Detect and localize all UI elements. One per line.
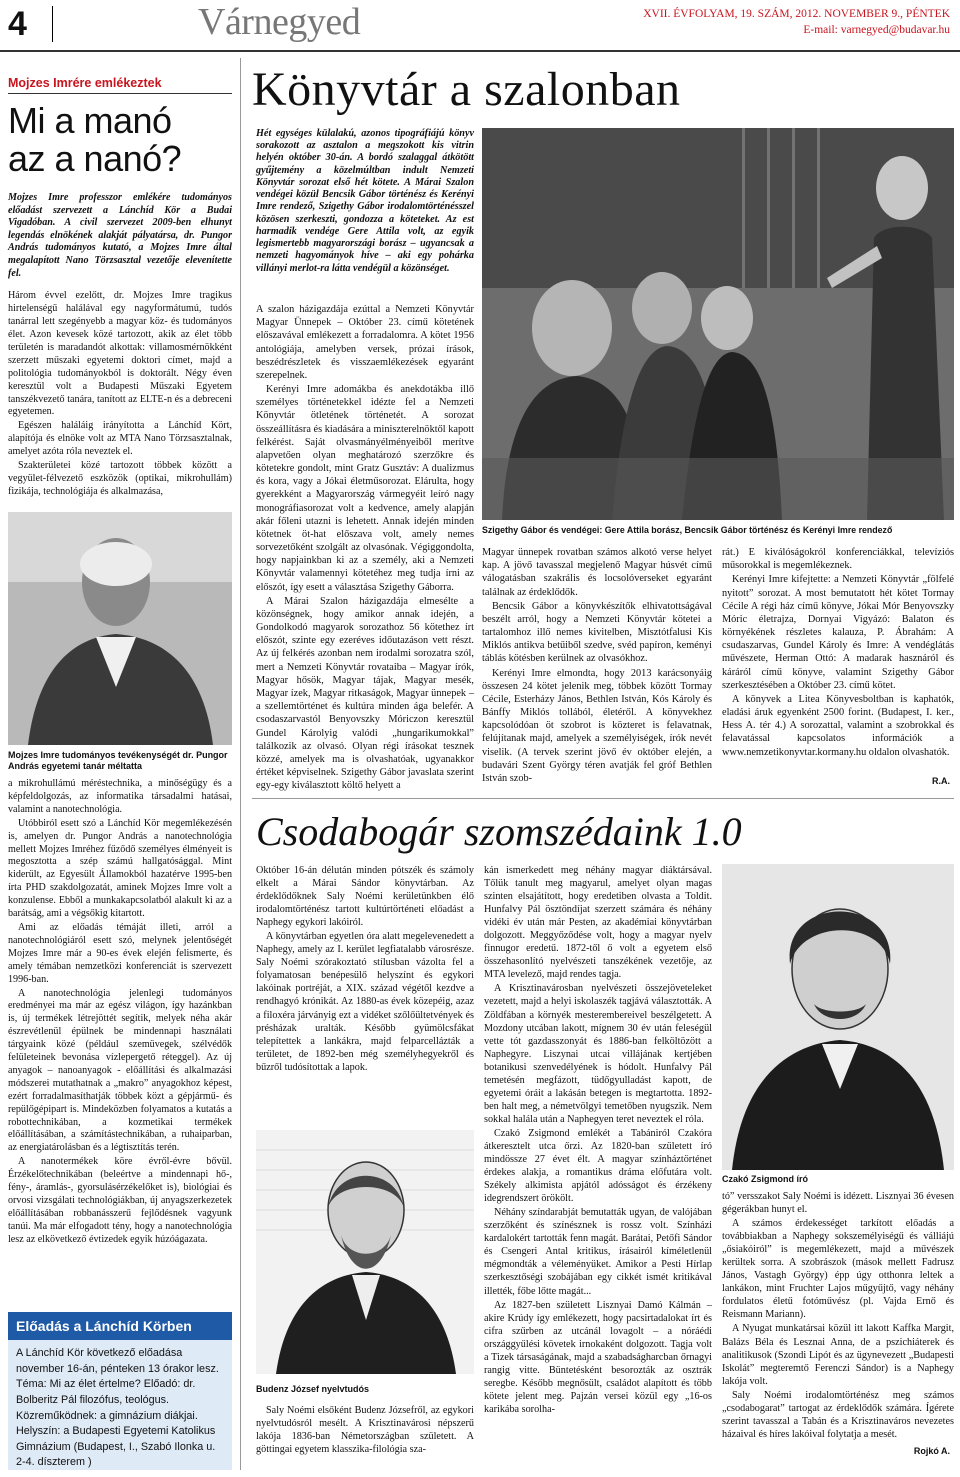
lead-text: Mojzes Imre professzor emlékére tudományos előadást szervezett a Lánchíd Kör a Budai Vigadóban. A civil szervezet 2009-ben elhunyt legendás elnökének alakját pályatársa, dr. Pungor András tudományos kutató, a Mojzes Imre által megalapított Nano Törzsasztal vezetője elevenítette fel.: [8, 192, 232, 279]
page-number: 4: [8, 5, 27, 43]
top-article-lead: Hét egységes külalakú, azonos tipográfiájú könyv sorakozott az asztalon a megszokott kis vitrin helyén október 30-án. A bordó szalaggal átkötött gyűjtemény a közelmúltban indult Nemzeti Könyvtár sorozat első hét kötete. A Márai Szalon vendégei közül Bencsik Gábor történész és Kerényi Imre rendező, Szigethy Gábor irodalomtörténésszel közösen szerkeszti, gondozza a köteteket. Az est harmadik vendége Gere Attila volt, az egyik legismertebb magyarországi borász – ugyancsak a nemzeti hagyományok híve – aki egy pohárka villányi merlot-ra látta vendégül a közönséget.: [256, 128, 474, 274]
email-line: E-mail: varnegyed@budavar.hu: [803, 24, 950, 36]
event-photo-caption: Szigethy Gábor és vendégei: Gere Attila borász, Bencsik Gábor történész és Kerényi Imre rendező: [482, 525, 893, 535]
paragraph: A Krisztinavárosban nyelvészeti összejöveteleket vezetett, majd a helyi iskolaszék tagjává választották. A Zöldfában a környék mesterembereivel beszélgetett. A Mozdony utcában lakott, mígnem 30 év után feleségül vette tót gazdasszonyát és 1886-ban felköltözött a Naphegyre. Liszynai utcai villájának kertjében botanikusi szenvedélyének is hódolt. Hunfalvy Pál temetésén megfázott, tüdőgyulladást kapott, de egyetemi óráit a lakásán betegen is megtartotta. 1892-ben halt meg, a németvölgyi temetőben nyugszik. Nem sokkal halála után a Naphegyen teret neveztek el róla.: [484, 983, 712, 1125]
bottom-col-3: [722, 1190, 954, 1442]
czako-illustration: [722, 864, 954, 1170]
paragraph: A számos érdekességet tarkított előadás a továbbiakban a Naphegy sokszemélyiségű és válliájú „ősiakóiról” is megemlékezett, majd a művészek kerültek sorra. A szobrászok (mások mellett Fadrusz János, Vastagh György) épp úgy otthonra leltek a lankákon, mint Fruchter Lajos műgyűjtő, vagy néhány fordulatos életű fotóművész (pl. Vajda Ernő és Reismann Mariann).: [722, 1218, 954, 1321]
title-line-1: Mi a manó: [8, 100, 172, 141]
event-photo-illustration: [482, 128, 954, 520]
paragraph: Egészen haláláig irányította a Lánchíd Kört, alapítója és elnöke volt az MTA Nano Törzsasztalnak, amelyet azóta róla neveztek el.: [8, 420, 232, 458]
paragraph: A Nyugat munkatársai közül itt lakott Kaffka Margit, Balázs Béla és Lesznai Anna, de a pszichiáterek és analitikusok (Szondi Lipót és az ügynevezett „Budapesti Iskolát” megteremtő Ferenczi Sándor) is a Naphegy lakója volt.: [722, 1323, 954, 1387]
issue-line: XVII. ÉVFOLYAM, 19. SZÁM, 2012. NOVEMBER 9., PÉNTEK: [643, 8, 950, 20]
column-divider: [240, 58, 241, 1470]
paragraph: A könyvek a Litea Könyvesboltban is kaphatók, eladási áruk egyenként 2500 forint. (Budapest, I. ker., Hess A. tér 4.) A sorozattal, valamint a szobrokkal és felavatással kapcsolatos információk a www.nemzetikonyvtar.kormany.hu oldalon olvashatók.: [722, 693, 954, 758]
event-photo: [482, 128, 954, 520]
kicker: Mojzes Imrére emlékeztek: [8, 58, 232, 94]
body-text-b: [8, 778, 232, 1248]
paragraph: Czakó Zsigmond emlékét a Tabániról Czakóra átkeresztelt utca őrzi. Az 1820-ban született író mindössze 27 évet élt. A magyar színháztörténet érdekes alakja, a romantikus dráma előfutára volt. Székely alkimista apjától adósságot és érzékeny idegrendszert örökölt.: [484, 1127, 712, 1205]
top-article-signature: R.A.: [932, 776, 950, 786]
budenz-portrait: [256, 1130, 474, 1374]
paragraph: Néhány színdarabját bemutatták ugyan, de valójában szerzőként és színésznek is rossz volt. Színházi kardalokért tartották fenn magát. Barátai, Petőfi Sándor és Csengeri Antal kritikus, írásairól kíméletlenül mégmondták a véleményüket. Amikor a Pesti Hírlap szerkesztőségi szobájában egy cikkét ismét kritikával illették, főbe lőtte magát...: [484, 1207, 712, 1297]
paragraph: Ami az előadás témáját illeti, arról a nanotechnológiáról esett szó, melynek jelentőségét Mojzes Imre már a 90-es évek elején felismerte, és amely témában nemzetközi konferenciát is szervezett 1996-ban.: [8, 921, 232, 985]
bottom-col-1: [256, 864, 474, 1075]
portrait-photo: [8, 512, 232, 745]
paragraph: Magyar ünnepek rovatban számos alkotó verse helyet kap. A jövő tavasszal megjelenő Magyar húsvét című válogatásban szakrális és locsolóverseket egyaránt találnak az érdeklődők.: [482, 547, 712, 598]
paragraph: A könyvtárban egyetlen óra alatt megelevenedett a Naphegy, amely az I. kerület legfiatalabb városrésze. Saly Noémi szórakoztató stílusban vázolta fel a folyamatosan benépesülő helyszínt és egykori lakóinak portréját, a XIX. század végétől kezdve a rendhagyó krónikát. Az 1880-as évek közepéig, azaz a filoxéra járványig ezt a vidéket szőlőültetvények és présházak uralták. Később gyümölcsfákat telepítettek a lankákra, majd felparcellázták a területet, de 1892-ben még személyhegyekről és bűzről tudósítottak a lapok.: [256, 931, 474, 1073]
top-article-title: Könyvtár a szalonban: [252, 63, 681, 116]
paragraph: kán ismerkedett meg néhány magyar diáktársával. Tőlük tanult meg magyarul, amelyet olyan magas szinten elsajátított, hogy eredetiben olvasta a Toldit. Hunfalvy Pál ösztöndíjat szerzett számára és néhány vidéki év után már Pesten, az akadémiai könyvtárban dolgozott. Meggyőződése volt, hogy a magyar nyelv finnugor eredetű. 1872-től ő volt a egyetem első összehasonlító nyelvészeti tanszékének vezetője, az MTA levelező, majd rendes tagja.: [484, 865, 712, 981]
portrait-illustration: [8, 512, 232, 745]
budenz-caption: Budenz József nyelvtudós: [256, 1384, 370, 1394]
info-box-text: A Lánchíd Kör következő előadása november 16-án, pénteken 13 órakor lesz. Téma: Mi az élet értelme? Előadó: dr. Bolberitz Pál filozófus, teológus. Közreműködnek: a gimnázium diákjai. Helyszín: a Budapesti Egyetemi Katolikus Gimnázium (Budapest, I., Szabó Ilonka u. 2-4. díszterem ): [16, 1347, 219, 1469]
paragraph: Kerényi Imre elmondta, hogy 2013 karácsonyáig összesen 24 kötet jelenik meg, többek között Tormay Cécile, Esterházy János, Bethlen István, Kós Károly és Bánffy Miklós tollából, életéről. A könyvekhez kapcsolódóan öt szobrot is közteret is felavatnak, felújítanak majd, amelyek a személyiségek, írók nevét viselik. (A tervek szerint jövő év október elején, a budavári Szent György téren avatják fel gróf Bethlen István szob-: [482, 667, 712, 784]
paragraph: Kerényi Imre adomákba és anekdotákba illő személyes történetekkel idézte fel a Nemzeti Könyvtár ötletének történetét. A sorozat összeállításra és kiadására a miniszterelnöktől kapott felkérést. Saját olvasmányélményeiből merítve alapvetően olyan meghatározó szerzőkre és kötetekre gondolt, mint Gratz Gusztáv: A dualizmus és kora, vagy a Jókai életműsorozat. Elárulta, hogy gyerekként a Magyarország vármegyéit leíró nagy monográfiasorozat volt a kedvence, amely alapján akár főleni utazni is lehetett. Annak idején minden kötetnek öt-hat előszava volt, amely nemes sorvezetőként szolgált az olvasónak. Végiggondolta, hogy napjainkban ki az a személy, aki a Nemzeti Könyvtár valamennyi kötetéhez meg tudja írni az előszót, így esett a választása Szigethy Gáborra.: [256, 384, 474, 593]
title-line-2: az a nanó?: [8, 138, 182, 179]
paragraph: Bencsik Gábor a könyvkészítők elhivatottságával beszélt arról, hogy a Nemzeti Könyvtár kötetei a tartalomhoz illő nemes kivitelben, Misztótfalusi Kis Miklós antikva betűiből szedve, svéd papíron, keményi táblás kötésben kerülnek az olvasókhoz.: [482, 600, 712, 665]
section-title: Várnegyed: [198, 1, 361, 43]
article-title: [8, 102, 232, 178]
page-number-divider: [52, 6, 53, 42]
paragraph: Október 16-án délután minden pótszék és számoly elkelt a Márai Sándor könyvtárban. Az érdeklődőknek Saly Noémi kerületünkben élő irodalomtörténész tartott kultúrtörténeti előadást a Naphegy egykori lakóiról.: [256, 865, 474, 929]
czako-portrait: [722, 864, 954, 1170]
bottom-article-title: Csodabogár szomszédaink 1.0: [256, 809, 742, 854]
paragraph: a mikrohullámú méréstechnika, a minőségügy és a képfeldolgozás, az informatika társadalmi hatásai, valamint a nanotechnológia.: [8, 778, 232, 815]
bottom-article-signature: Rojkó A.: [913, 1446, 950, 1456]
paragraph: Az 1827-ben született Lisznyai Damó Kálmán – akire Krúdy így emlékezett, hogy pacsirtadalokat írt és cifra szűrben az utcánál lovagolt – a nóráédi országgyűlési követek irnokaként dolgozott. Tagja volt a Tizek társaságának, majd a szabadságharcban őrnagyi rangig vitte. Büntetésként besorozták az osztrák seregbe. Később megnősült, családot alapított és több kötete jelent meg. Pajzán versei közül egy „16-os karikába sorolha-: [484, 1299, 712, 1415]
paragraph: A nanotechnológia jelenlegi tudományos eredményei ma már az egész világon, így hazánkban is, új termékek létrejöttét segítik, melyek néha akár észrevétlenül épülnek be mindennapi használati tárgyaink közé (például szemüvegek, szélvédők felületeinek bevonása vízlepergető réteggel). Az új anyagok – nanoanyagok - előállítási és alkalmazási módszerei mutathatnak a „makro” anyagokhoz képest, ezért forradalmasíthatják többek közt a gépjármű- és repülőgépipart is. Mindeközben folyamatos a kutatás a robottechnikában, a kozmetikai termékek előállításában, a számítástechnikában, a ruhaiparban, az energiatárolásban és a légtisztítás terén.: [8, 987, 232, 1154]
portrait-caption: Mojzes Imre tudományos tevékenységét dr. Pungor András egyetemi tanár méltatta: [8, 750, 228, 771]
top-col-3: [722, 546, 954, 760]
paragraph: Saly Noémi elsőként Budenz Józsefről, az egykori nyelvtudósról mesélt. A Krisztinavárosi népszerű lakója 1836-ban Németországban született. A göttingai egyetem klasszika-filológia sza-: [256, 1405, 474, 1456]
paragraph: Saly Noémi irodalomtörténész meg számos „csodabogarat” tartogat az érdeklődők számára. Ígérete szerint tavasszal a Tabán és a Krisztinaváros nevezetes házaival és híres lakóival folytatja a mesét.: [722, 1389, 954, 1440]
paragraph: A Márai Szalon házigazdája elmesélte a közönségnek, hogy amikor annak idején, a Gondolkodó magyarok sorozathoz 56 kötethez írt előszót, szinte egy ezeréves időutazáson vett részt. Az új felkérés azonban nem irodalmi sorozatra szól, mert a Nemzeti Könyvtár rovataiba – Magyar írók, Magyar hősök, Magyar tájak, Magyar mesék, Magyar ízek, Magyar ritkaságok, Magyar ünnepek – a szellemtörténet és kultúra minden ága belefér. A csodaszarvastól Benyovszky Móriczon keresztül Gundel Károlyig valódi „hungarikumokkal” találkozik az olvasó. Olyan régi írásokat tesznek közzé, amelyek ma is olvashatóak, ugyanakkor értéket képviselnek. Szigethy Gábor javaslata szerint egy-egy kiválasztott költő helyett a: [256, 595, 474, 792]
top-col-1: [256, 303, 474, 793]
paragraph: rát.) E kiválóságokról konferenciákkal, televíziós műsorokkal is megemlékeznek.: [722, 547, 954, 572]
paragraph: Utóbbiról esett szó a Lánchíd Kör megemlékezésén is, amelyen dr. Pungor András a nanotechnológia mellett Mojzes Imréhez fűződő személyes élményeit is megosztotta a szép számú hallgatósággal. Mint kiderült, az Egyesült Államokból hazatérve 1995-ben írta PHD szakdolgozatát, aminek Mojzes Imre volt a konzulense. Ebből a munkakapcsolatból alakult ki az a barátság, ami a végsőkig kitartott.: [8, 817, 232, 920]
left-article: [8, 58, 232, 500]
info-box: [8, 1312, 232, 1470]
paragraph: Kerényi Imre kifejtette: a Nemzeti Könyvtár „fölfelé nyitott” sorozat. A most bemutatott hét kötet Tormay Cécile A régi ház című könyve, Jókai Mór Benyovszky Móric életrajza, Dornyai Vigyázó: Balaton és környékének részletes kalauza, P. Ábrahám: A csudaszarvas, Gundel Károly és Imre: A vendéglátás művészete, Herman Ottó: A madarak hasznáról és káráról című könyve, valamint Szigethy Gábor szerkesztésében a Október 23. című kötet.: [722, 574, 954, 691]
paragraph: tó” versszakot Saly Noémi is idézett. Lisznyai 36 évesen gégerákban hunyt el.: [722, 1191, 954, 1216]
top-col-2: [482, 546, 712, 786]
header-rule: [0, 50, 960, 52]
paragraph: Három évvel ezelőtt, dr. Mojzes Imre tragikus hirtelenségű halálával egy nagyformátumú, tudós tanárral lett szegényebb a magyar köz- és tudományos élet. Azon kevesek közé tartozott, akik az élet több területén is maradandót alkottak: villamosmérnökként szerzett műszaki egyetemi doktori címet, majd a politológia tudományokból is doktorált. Négy éven keresztül volt a Budapesti Műszaki Egyetem tanszékvezető tanára, tanított az ELTE-n és a debreceni egyetemen.: [8, 290, 232, 418]
article-divider: [252, 798, 954, 799]
body-text-a: [8, 290, 232, 499]
paragraph: A nanotermékek köre évről-évre bővül. Érzékelőtechnikában (beleértve a mindennapi hő-, fény-, áramlás-, gyorsulásérzékelőket is), biológiai és orvosi vizsgálati technológiákban, új anyagszerkezetek előállításában robbanásszerű fejlődésnek vagyunk tanúi. Ma már elfogadott tény, hogy a nanotechnológia lesz az elkövetkező évtizedek egyik húzóágazata.: [8, 1156, 232, 1245]
czako-caption: Czakó Zsigmond író: [722, 1174, 809, 1184]
bottom-col-2: [484, 864, 712, 1417]
bottom-col-1b: [256, 1404, 474, 1457]
paragraph: Szakterületei közé tartozott többek között a vegyület-félvezető eszközök (optikai, mikrohullám) fizikája, technológiája és alkalmazása,: [8, 460, 232, 497]
budenz-illustration: [256, 1130, 474, 1374]
info-box-title: Előadás a Lánchíd Körben: [8, 1312, 232, 1340]
paragraph: A szalon házigazdája ezúttal a Nemzeti Könyvtár Magyar Ünnepek – Október 23. című kötetének előszavával emlékezett a forradalomra. A kötet 1956 antológiája, amelyben versek, prózai írások, beszédrészletek és visszaemlékezések egyaránt szerepelnek.: [256, 304, 474, 381]
